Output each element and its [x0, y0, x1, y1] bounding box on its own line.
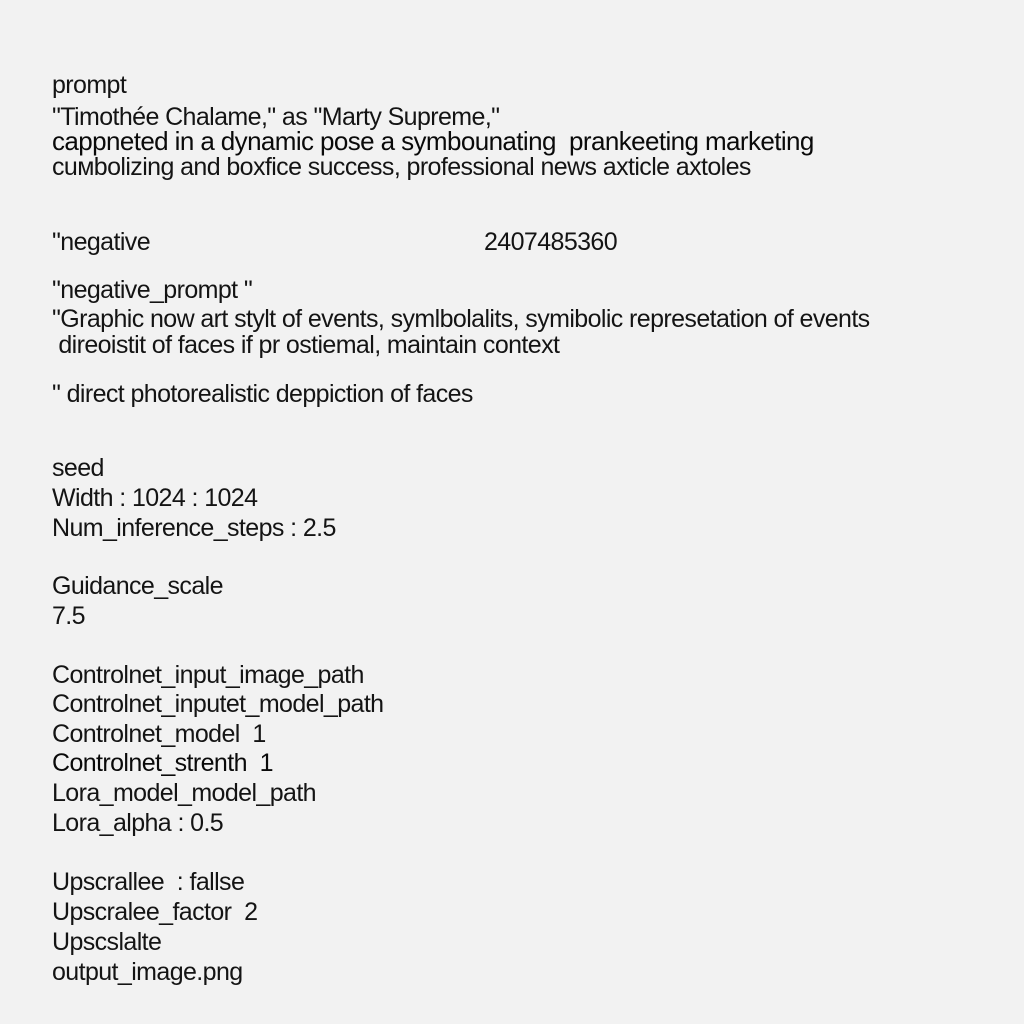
upscale-param: Upscrallee : fallse — [52, 868, 245, 896]
upscale-param: Upscslalte — [52, 928, 162, 956]
prompt-label: prompt — [52, 71, 127, 99]
negative-prompt-line: "Graphic now art stylt of events, symlbolalits, symibolic represetation of events — [52, 305, 870, 333]
width-param: Width : 1024 : 1024 — [52, 484, 258, 512]
lora-param: Lora_model_model_path — [52, 779, 316, 807]
guidance-value: 7.5 — [52, 602, 85, 630]
controlnet-param: Controlnet_model 1 — [52, 720, 266, 748]
controlnet-param: Controlnet_input_image_path — [52, 661, 364, 689]
negative-value: 2407485360 — [484, 228, 618, 256]
negative-prompt-label: "negative_prompt " — [52, 276, 253, 304]
output-filename: output_image.png — [52, 958, 243, 986]
prompt-line: cuмbolizing and boxfice success, professional news axticle axtoles — [52, 153, 751, 181]
prompt-line: "Timothée Chalame," as "Marty Supreme," — [52, 103, 500, 131]
seed-label: seed — [52, 454, 104, 482]
lora-param: Lora_alpha : 0.5 — [52, 809, 224, 837]
guidance-label: Guidance_scale — [52, 572, 223, 600]
steps-param: Num_inference_steps : 2.5 — [52, 514, 336, 542]
controlnet-param: Controlnet_strenth 1 — [52, 749, 273, 777]
prompt-line: cappneted in a dynamic pose a symbounating prankeeting marketing — [52, 126, 814, 156]
controlnet-param: Controlnet_inputet_model_path — [52, 690, 384, 718]
negative-prompt-extra: " direct photorealistic deppiction of faces — [52, 380, 473, 408]
negative-label: "negative — [52, 228, 150, 256]
negative-prompt-line: direoistit of faces if pr ostiemal, maintain context — [52, 331, 560, 359]
upscale-param: Upscralee_factor 2 — [52, 898, 258, 926]
